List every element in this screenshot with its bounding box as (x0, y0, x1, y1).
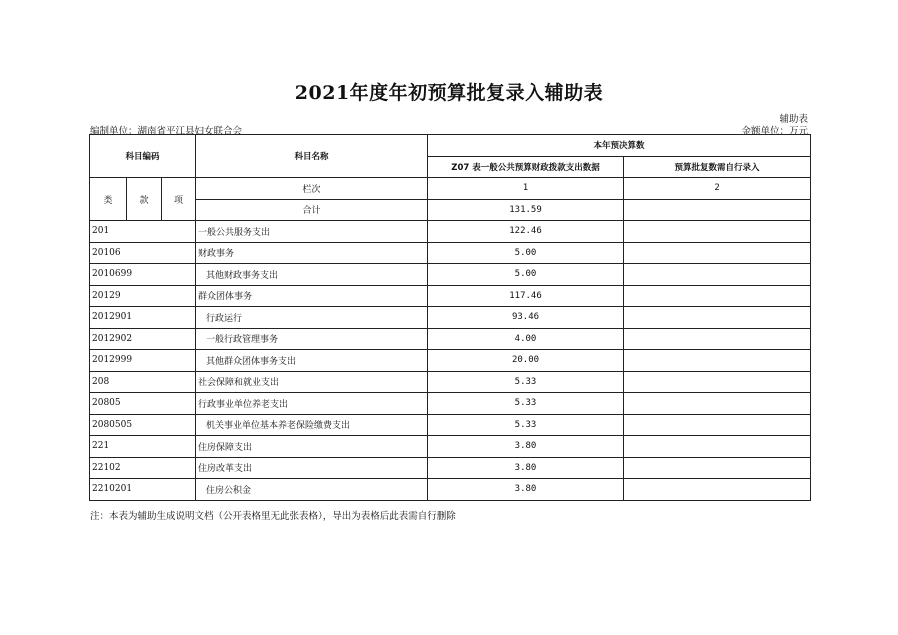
row-self-entry (624, 371, 811, 393)
table-row (90, 479, 811, 501)
row-code: 22102 (90, 457, 196, 479)
table-row (90, 328, 811, 350)
row-value: 3.80 (428, 479, 624, 501)
table-body (90, 221, 811, 501)
table-row (90, 264, 811, 286)
row-self-entry (624, 350, 811, 372)
table-row (90, 457, 811, 479)
header-self-entry: 预算批复数需自行录入 (624, 156, 811, 178)
row-code: 2210201 (90, 479, 196, 501)
total-value: 131.59 (428, 199, 624, 221)
row-self-entry (624, 242, 811, 264)
row-value: 5.00 (428, 242, 624, 264)
row-name: 其他群众团体事务支出 (196, 350, 428, 372)
row-value: 3.80 (428, 436, 624, 458)
table-row (90, 285, 811, 307)
row-code: 2080505 (90, 414, 196, 436)
header-lei: 类 (90, 178, 127, 221)
row-self-entry (624, 436, 811, 458)
row-value: 117.46 (428, 285, 624, 307)
row-name: 机关事业单位基本养老保险缴费支出 (196, 414, 428, 436)
table-row (90, 393, 811, 415)
table-row (90, 350, 811, 372)
row-code: 20805 (90, 393, 196, 415)
row-self-entry (624, 285, 811, 307)
row-self-entry (624, 414, 811, 436)
row-name: 住房改革支出 (196, 457, 428, 479)
row-value: 5.33 (428, 414, 624, 436)
amount-unit-label: 金额单位：万元 (741, 126, 808, 137)
row-value: 5.33 (428, 393, 624, 415)
row-name: 行政运行 (196, 307, 428, 329)
row-self-entry (624, 328, 811, 350)
budget-table (89, 134, 811, 501)
row-name: 行政事业单位养老支出 (196, 393, 428, 415)
row-value: 5.00 (428, 264, 624, 286)
row-value: 20.00 (428, 350, 624, 372)
header-lanci: 栏次 (196, 178, 428, 200)
header-z07: Z07 表一般公共预算财政拨款支出数据 (428, 156, 624, 178)
row-name: 其他财政事务支出 (196, 264, 428, 286)
table-type-label: 辅助表 (779, 114, 808, 125)
row-value: 122.46 (428, 221, 624, 243)
header-kuan: 款 (127, 178, 162, 221)
row-name: 住房公积金 (196, 479, 428, 501)
unit-label: 编制单位：湖南省平江县妇女联合会 (90, 126, 243, 137)
row-code: 201 (90, 221, 196, 243)
row-value: 4.00 (428, 328, 624, 350)
row-name: 一般行政管理事务 (196, 328, 428, 350)
row-code: 221 (90, 436, 196, 458)
row-code: 20106 (90, 242, 196, 264)
table-row (90, 371, 811, 393)
row-self-entry (624, 264, 811, 286)
header-subject-code: 科目编码 (90, 135, 196, 178)
table-row (90, 221, 811, 243)
row-code: 2012901 (90, 307, 196, 329)
table-row (90, 436, 811, 458)
row-name: 群众团体事务 (196, 285, 428, 307)
row-name: 社会保障和就业支出 (196, 371, 428, 393)
row-self-entry (624, 307, 811, 329)
lanci-2: 2 (624, 178, 811, 200)
table-row (90, 414, 811, 436)
header-budget-group: 本年预决算数 (428, 135, 811, 157)
row-name: 住房保障支出 (196, 436, 428, 458)
row-code: 208 (90, 371, 196, 393)
table-row (90, 242, 811, 264)
page-title: 2021年度年初预算批复录入辅助表 (294, 82, 604, 104)
row-value: 3.80 (428, 457, 624, 479)
row-self-entry (624, 479, 811, 501)
row-name: 财政事务 (196, 242, 428, 264)
table-row (90, 307, 811, 329)
row-code: 2012999 (90, 350, 196, 372)
row-self-entry (624, 221, 811, 243)
header-xiang: 项 (162, 178, 196, 221)
row-code: 2010699 (90, 264, 196, 286)
footnote: 注：本表为辅助生成说明文档（公开表格里无此张表格），导出为表格后此表需自行删除 (90, 511, 456, 522)
row-name: 一般公共服务支出 (196, 221, 428, 243)
row-value: 5.33 (428, 371, 624, 393)
row-self-entry (624, 393, 811, 415)
row-code: 20129 (90, 285, 196, 307)
total-self-entry (624, 199, 811, 221)
total-label: 合计 (196, 199, 428, 221)
row-code: 2012902 (90, 328, 196, 350)
header-subject-name: 科目名称 (196, 135, 428, 178)
row-value: 93.46 (428, 307, 624, 329)
lanci-1: 1 (428, 178, 624, 200)
row-self-entry (624, 457, 811, 479)
